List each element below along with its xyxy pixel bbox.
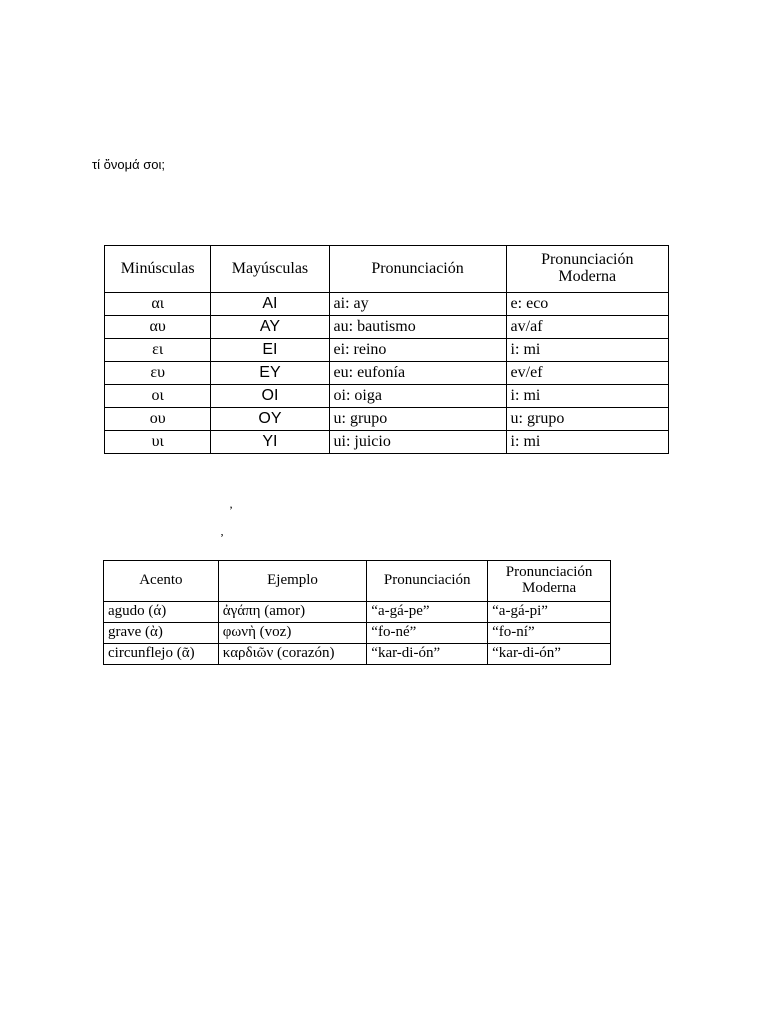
accents-table [103,560,611,665]
header-pronunciacion: Pronunciación [329,246,506,293]
cell-lower: ει [105,339,211,362]
table-row [104,644,611,665]
table-row [104,602,611,623]
table-row [105,408,669,431]
cell-modern: “a-gá-pi” [488,602,611,623]
cell-modern: e: eco [506,293,668,316]
table-header-row [105,246,669,293]
cell-upper: EY [211,362,329,385]
header-ejemplo: Ejemplo [218,561,367,602]
cell-upper: OI [211,385,329,408]
cell-accent: circunflejo (ᾶ) [104,644,219,665]
cell-pron: “fo-né” [367,623,488,644]
cell-upper: OY [211,408,329,431]
cell-lower: ου [105,408,211,431]
cell-lower: ευ [105,362,211,385]
header-pronunciacion: Pronunciación [367,561,488,602]
cell-pron: oi: oiga [329,385,506,408]
table-row [105,316,669,339]
cell-modern: ev/ef [506,362,668,385]
cell-accent: agudo (ά) [104,602,219,623]
table-row [105,293,669,316]
cell-pron: u: grupo [329,408,506,431]
cell-pron: “kar-di-ón” [367,644,488,665]
header-pronunciacion-moderna: Pronunciación Moderna [506,246,668,293]
page-heading: τί ὄνομά σοι; [92,157,165,172]
cell-modern: i: mi [506,339,668,362]
table-row [105,385,669,408]
table-row [105,339,669,362]
cell-upper: EI [211,339,329,362]
cell-lower: υι [105,431,211,454]
table-row [105,362,669,385]
cell-pron: eu: eufonía [329,362,506,385]
cell-lower: αι [105,293,211,316]
breathing-mark-rough: ‚ [220,524,224,538]
header-acento: Acento [104,561,219,602]
cell-accent: grave (ὰ) [104,623,219,644]
breathing-mark-smooth: ’ [229,503,233,517]
header-mayusculas: Mayúsculas [211,246,329,293]
cell-pron: ai: ay [329,293,506,316]
cell-upper: YI [211,431,329,454]
cell-pron: ei: reino [329,339,506,362]
header-minusculas: Minúsculas [105,246,211,293]
cell-modern: i: mi [506,385,668,408]
cell-pron: ui: juicio [329,431,506,454]
cell-pron: au: bautismo [329,316,506,339]
cell-upper: AY [211,316,329,339]
cell-upper: AI [211,293,329,316]
cell-modern: u: grupo [506,408,668,431]
cell-lower: οι [105,385,211,408]
header-pronunciacion-moderna: Pronunciación Moderna [488,561,611,602]
table-header-row [104,561,611,602]
table-row [105,431,669,454]
cell-modern: “fo-ní” [488,623,611,644]
cell-example: ἀγάπη (amor) [218,602,367,623]
diphthongs-table [104,245,669,454]
cell-modern: i: mi [506,431,668,454]
cell-lower: αυ [105,316,211,339]
cell-modern: “kar-di-ón” [488,644,611,665]
cell-modern: av/af [506,316,668,339]
cell-pron: “a-gá-pe” [367,602,488,623]
table-row [104,623,611,644]
cell-example: καρδιῶν (corazón) [218,644,367,665]
cell-example: φωνὴ (voz) [218,623,367,644]
